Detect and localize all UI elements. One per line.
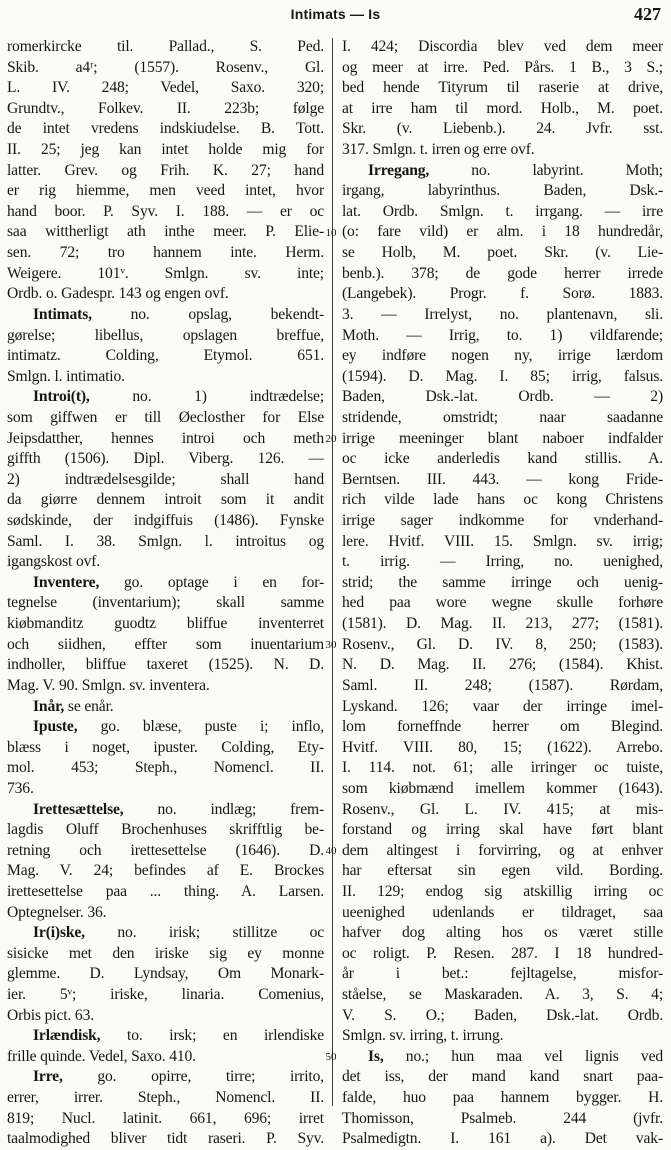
line-text: to. irsk; en irlendiske <box>100 1027 324 1045</box>
line-text: ueenighed udenlands er tildraget, saa <box>342 903 663 921</box>
line-text: no. irisk; stillitze oc <box>84 924 324 942</box>
line-text: no. opslag, bekendt- <box>91 305 324 323</box>
line-text: Rosenv., Gl. L. IV. 415; at mis- <box>342 800 663 818</box>
line-text: Smlgn. sv. irring, t. irrung. <box>342 1027 504 1045</box>
line-text: taalmodighed bliver tidt raseri. P. Syv. <box>7 1130 324 1148</box>
text-line <box>342 243 663 264</box>
text-line <box>7 243 324 264</box>
entry-line <box>7 573 324 594</box>
line-text: Psalmedigtn. I. 161 a). Det vak- <box>342 1130 663 1148</box>
text-line <box>342 861 663 882</box>
line-text: da giørre dennem introit som it andit <box>7 491 324 509</box>
line-text: no. 1) indtrædelse; <box>89 388 324 406</box>
text-line <box>342 1006 663 1027</box>
text-line <box>342 470 663 491</box>
text-line <box>342 119 663 140</box>
line-text: I. 114. not. 61; alle irringer oc tuiste, <box>342 759 663 777</box>
text-line <box>342 758 663 779</box>
line-text: (Langebek). Progr. f. Sorø. 1883. <box>342 285 663 303</box>
text-line <box>342 697 663 718</box>
line-text: se Holb, M. poet. Skr. (v. Lie- <box>342 244 663 262</box>
line-text: lat. Ordb. Smlgn. t. irrgang. — irre <box>342 202 663 220</box>
text-line <box>7 532 324 553</box>
line-text: II. 25; jeg kan intet holde mig for <box>7 141 324 159</box>
text-line <box>7 841 324 862</box>
line-text: Berntsen. III. 443. — kong Fride- <box>342 470 663 488</box>
text-line <box>342 305 663 326</box>
text-line <box>342 202 663 223</box>
line-text: hafver dog alting hos os været stille <box>342 924 663 942</box>
text-line <box>342 614 663 635</box>
line-text: errer, irrer. Steph., Nomencl. II. <box>7 1089 324 1107</box>
headword: Irlændisk, <box>33 1027 101 1045</box>
text-line <box>342 1026 663 1047</box>
line-text: de intet vredens indskiudelse. B. Tott. <box>7 120 324 138</box>
text-line <box>342 140 663 161</box>
line-text: stridende, omstridt; naar saadanne <box>342 408 663 426</box>
line-text: Baden, Dsk.-lat. Ordb. — 2) <box>342 388 663 406</box>
line-text: Orbis pict. 63. <box>7 1006 94 1024</box>
text-line <box>342 511 663 532</box>
text-line <box>342 532 663 553</box>
line-number: 40 <box>325 845 337 858</box>
text-line <box>342 573 663 594</box>
line-text: 736. <box>7 779 34 797</box>
text-line <box>342 800 663 821</box>
text-line <box>7 964 324 985</box>
text-line <box>342 655 663 676</box>
headword: Inventere, <box>33 573 100 591</box>
text-line <box>7 202 324 223</box>
text-line <box>342 408 663 429</box>
text-line <box>342 346 663 367</box>
line-text: ier. 5ᵛ; iriske, linaria. Comenius, <box>7 986 324 1004</box>
line-text: (o: fare vild) er alm. i 18 hundredår, <box>342 223 663 241</box>
line-text: indholler, bliffue taxeret (1525). N. D. <box>7 656 324 674</box>
text-line <box>7 676 324 697</box>
text-line <box>7 367 324 388</box>
line-text: romerkircke til. Pallad., S. Ped. <box>7 38 324 55</box>
line-text: Saml. I. 38. Smlgn. l. introitus og <box>7 532 324 550</box>
text-line <box>342 1088 663 1109</box>
text-line <box>342 985 663 1006</box>
text-line <box>342 222 663 243</box>
text-line <box>7 738 324 759</box>
line-text: Weigere. 101ᵛ. Smlgn. sv. inte; <box>7 264 324 282</box>
line-text: dem altingest i forvirring, og at enhver <box>342 841 663 859</box>
line-text: glemme. D. Lyndsay, Om Monark- <box>7 965 324 983</box>
text-line <box>342 1067 663 1088</box>
line-text: I. 424; Discordia blev ved dem meer <box>342 38 663 55</box>
line-text: Smlgn. l. intimatio. <box>7 367 125 385</box>
text-line <box>342 841 663 862</box>
line-text: sødskinde, der indgiffuis (1486). Fynske <box>7 512 324 530</box>
text-line <box>342 181 663 202</box>
text-line <box>7 470 324 491</box>
line-text: Skib. a4ʳ; (1557). Rosenv., Gl. <box>7 58 324 76</box>
line-text: og meer at irre. Ped. Pårs. 1 B., 3 S.; <box>342 58 663 76</box>
line-text: lere. Hvitf. VIII. 15. Smlgn. sv. irrig; <box>342 532 663 550</box>
text-line <box>7 985 324 1006</box>
line-text: no. indlæg; frem- <box>123 800 324 818</box>
text-line <box>342 429 663 450</box>
headword: Introi(t), <box>33 388 90 406</box>
text-line <box>7 119 324 140</box>
text-line <box>7 264 324 285</box>
entry-line <box>7 1067 324 1088</box>
text-line <box>342 676 663 697</box>
line-text: ståelse, se Maskaraden. A. 3, S. 4; <box>342 986 663 1004</box>
entry-line <box>7 697 324 718</box>
line-text: sisicke met den iriske sig ey monne <box>7 944 324 962</box>
line-text: det iss, der mand kand snart paa- <box>342 1068 663 1086</box>
text-line <box>7 903 324 924</box>
entry-line <box>7 387 324 408</box>
line-text: irgang, labyrinthus. Baden, Dsk.- <box>342 182 663 200</box>
line-text: Rosenv., Gl. D. IV. 8, 250; (1583). <box>342 635 663 653</box>
line-text: oc roligt. P. Resen. 287. I 18 hundred- <box>342 944 663 962</box>
line-text: 3. — Irrelyst, no. plantenavn, sli. <box>342 305 663 323</box>
line-text: ey indføre nogen ny, irrige lærdom <box>342 347 663 365</box>
text-line <box>7 284 324 305</box>
line-text: Skr. (v. Liebenb.). 24. Jvfr. sst. <box>342 120 663 138</box>
line-text: N. D. Mag. II. 276; (1584). Khist. <box>342 656 663 674</box>
line-text: no.; hun maa vel lignis ved <box>383 1047 663 1065</box>
text-line <box>7 140 324 161</box>
line-text: L. IV. 248; Vedel, Saxo. 320; <box>7 79 324 97</box>
text-line <box>7 1088 324 1109</box>
left-column <box>7 37 324 1148</box>
line-number: 30 <box>325 638 337 651</box>
text-line <box>342 923 663 944</box>
text-line <box>342 99 663 120</box>
line-text: strid; the samme irringe och uenig- <box>342 573 663 591</box>
text-line <box>7 552 324 573</box>
line-text: irettesettelse paa ... thing. A. Larsen. <box>7 882 324 900</box>
line-text: Hvitf. VIII. 80, 15; (1622). Arrebo. <box>342 738 663 756</box>
headword: Irre, <box>33 1068 63 1086</box>
text-line <box>7 1109 324 1130</box>
line-text: kiøbmanditz guodtz bliffue inventerret <box>7 615 324 633</box>
entry-line <box>342 1047 663 1068</box>
line-text: (1581). D. Mag. II. 213, 277; (1581). <box>342 615 663 633</box>
line-text: Thomisson, Psalmeb. 244 (jvfr. <box>342 1109 663 1127</box>
text-line <box>342 387 663 408</box>
text-line <box>7 614 324 635</box>
line-text: irrige meeninger blant naboer indfalder <box>342 429 663 447</box>
text-line <box>7 37 324 58</box>
text-line <box>7 758 324 779</box>
text-line <box>7 1006 324 1027</box>
line-text: go. opirre, tirre; irrito, <box>62 1068 324 1086</box>
line-text: år i bet.: fejltagelse, misfor- <box>342 965 663 983</box>
text-line <box>7 779 324 800</box>
line-text: (1594). D. Mag. I. 85; irrig, falsus. <box>342 367 663 385</box>
headword: Inår, <box>33 697 65 715</box>
line-text: V. S. O.; Baden, Dsk.-lat. Ordb. <box>342 1006 663 1024</box>
line-text: Ordb. o. Gadespr. 143 og engen ovf. <box>7 285 229 303</box>
entry-line <box>7 305 324 326</box>
text-line <box>342 326 663 347</box>
line-number: 50 <box>325 1051 337 1064</box>
column-divider <box>332 38 333 1106</box>
line-text: och siidhen, effter som inuentarium <box>7 635 324 653</box>
line-text: igangskost ovf. <box>7 553 101 571</box>
line-text: forstand og irring skal have ført blant <box>342 821 663 839</box>
line-text: Optegnelser. 36. <box>7 903 107 921</box>
line-text: som kiøbmænd imellem kommer (1643). <box>342 779 663 797</box>
line-text: latter. Grev. og Frih. K. 27; hand <box>7 161 324 179</box>
text-line <box>7 58 324 79</box>
line-text: Grundtv., Folkev. II. 223b; følge <box>7 99 324 117</box>
text-line <box>7 593 324 614</box>
text-line <box>7 944 324 965</box>
line-text: sen. 72; tro hannem inte. Herm. <box>7 244 324 262</box>
line-text: intimatz. Colding, Etymol. 651. <box>7 347 324 365</box>
text-line <box>342 1129 663 1150</box>
line-text: Lyskand. 126; vaar der irringe imel- <box>342 697 663 715</box>
text-line <box>342 490 663 511</box>
line-text: bed hende Tityrum til raserie at drive, <box>342 79 663 97</box>
line-text: retning och irettesettelse (1646). D. <box>7 841 324 859</box>
text-line <box>7 161 324 182</box>
text-line <box>7 1129 324 1150</box>
line-text: II. 129; endog sig atskillig irring oc <box>342 882 663 900</box>
line-text: 317. Smlgn. t. irren og erre ovf. <box>342 141 535 159</box>
line-text: Mag. V. 90. Smlgn. sv. inventera. <box>7 676 210 694</box>
line-text: 819; Nucl. latinit. 661, 696; irret <box>7 1109 324 1127</box>
line-text: lom forneffnde herrer om Blegind. <box>342 718 663 736</box>
line-number: 20 <box>325 432 337 445</box>
entry-line <box>342 161 663 182</box>
line-text: go. blæse, puste i; inflo, <box>77 718 324 736</box>
text-line <box>7 408 324 429</box>
line-text: som giffwen er till Øeclosther for Else <box>7 408 324 426</box>
text-line <box>342 284 663 305</box>
text-line <box>7 490 324 511</box>
line-text: har eftersat sin egen vild. Bording. <box>342 862 663 880</box>
line-text: mol. 453; Steph., Nomencl. II. <box>7 759 324 777</box>
text-line <box>342 717 663 738</box>
text-line <box>7 181 324 202</box>
headword: Irregang, <box>368 161 430 179</box>
line-text: se enår. <box>64 697 114 715</box>
line-text: hand boor. P. Syv. I. 188. — er oc <box>7 202 324 220</box>
text-line <box>7 655 324 676</box>
text-line <box>342 264 663 285</box>
text-line <box>342 964 663 985</box>
page-header <box>0 0 671 36</box>
entry-line <box>7 800 324 821</box>
line-text: Saml. II. 248; (1587). Rørdam, <box>342 676 663 694</box>
line-text: t. irrig. — Irring, no. uenighed, <box>342 553 663 571</box>
headword: Is, <box>368 1047 384 1065</box>
text-line <box>342 944 663 965</box>
text-line <box>342 779 663 800</box>
text-line <box>7 449 324 470</box>
line-text: benb.). 378; de gode herrer irrede <box>342 264 663 282</box>
text-line <box>342 78 663 99</box>
text-line <box>7 326 324 347</box>
headword: Ir(i)ske, <box>33 924 85 942</box>
entry-line <box>7 923 324 944</box>
text-line <box>342 367 663 388</box>
line-text: lagdis Oluff Brochenhuses skrifftlig be- <box>7 821 324 839</box>
text-line <box>342 882 663 903</box>
text-line <box>342 58 663 79</box>
text-line <box>7 78 324 99</box>
line-text: at irre ham til mord. Holb., M. poet. <box>342 99 663 117</box>
text-line <box>7 346 324 367</box>
line-text: no. labyrint. Moth; <box>429 161 663 179</box>
text-line <box>7 820 324 841</box>
line-text: go. optage i en for- <box>99 573 324 591</box>
line-text: blæss i noget, ipuster. Colding, Ety- <box>7 738 324 756</box>
line-text: er rig hiemme, men veed intet, hvor <box>7 182 324 200</box>
text-line <box>342 552 663 573</box>
text-line <box>7 222 324 243</box>
text-line <box>7 1047 324 1068</box>
right-column <box>342 37 663 1148</box>
text-line <box>342 738 663 759</box>
line-text: 2) indtrædelsesgilde; shall hand <box>7 470 324 488</box>
line-text: gørelse; libellus, opslagen breffue, <box>7 326 324 344</box>
line-text: frille quinde. Vedel, Saxo. 410. <box>7 1047 196 1065</box>
text-line <box>7 99 324 120</box>
headword: Intimats, <box>33 305 92 323</box>
line-text: irrige sager indkomme for vnderhand- <box>342 512 663 530</box>
headword: Irettesættelse, <box>33 800 124 818</box>
line-text: Jeipsdatther, hennes introi och meth <box>7 429 324 447</box>
line-text: Moth. — Irrig, to. 1) vildfarende; <box>342 326 663 344</box>
text-line <box>7 429 324 450</box>
text-line <box>342 593 663 614</box>
text-line <box>7 882 324 903</box>
text-line <box>342 820 663 841</box>
line-text: tegnelse (inventarium); skall samme <box>7 594 324 612</box>
text-line <box>342 37 663 58</box>
line-text: saa wittherligt ath inthe meer. P. Elie- <box>7 223 324 241</box>
line-text: falde, huo paa hannem bygger. H. <box>342 1089 663 1107</box>
page-number: 427 <box>634 4 661 24</box>
text-line <box>342 449 663 470</box>
text-line <box>7 861 324 882</box>
entry-line <box>7 717 324 738</box>
text-line <box>342 635 663 656</box>
running-title: Intimats — Is <box>290 6 381 22</box>
headword: Ipuste, <box>33 718 78 736</box>
text-line <box>342 1109 663 1130</box>
line-text: rich vilde lade hans oc kong Christens <box>342 491 663 509</box>
text-line <box>7 635 324 656</box>
line-text: giffth (1506). Dipl. Viberg. 126. — <box>7 450 324 468</box>
line-text: hed paa wore wegne skulle forhøre <box>342 594 663 612</box>
line-text: Mag. V. 24; befindes af E. Brockes <box>7 862 324 880</box>
text-line <box>7 511 324 532</box>
entry-line <box>7 1026 324 1047</box>
text-line <box>342 903 663 924</box>
line-text: oc icke anderledis kand stillis. A. <box>342 450 663 468</box>
line-number: 10 <box>325 226 337 239</box>
